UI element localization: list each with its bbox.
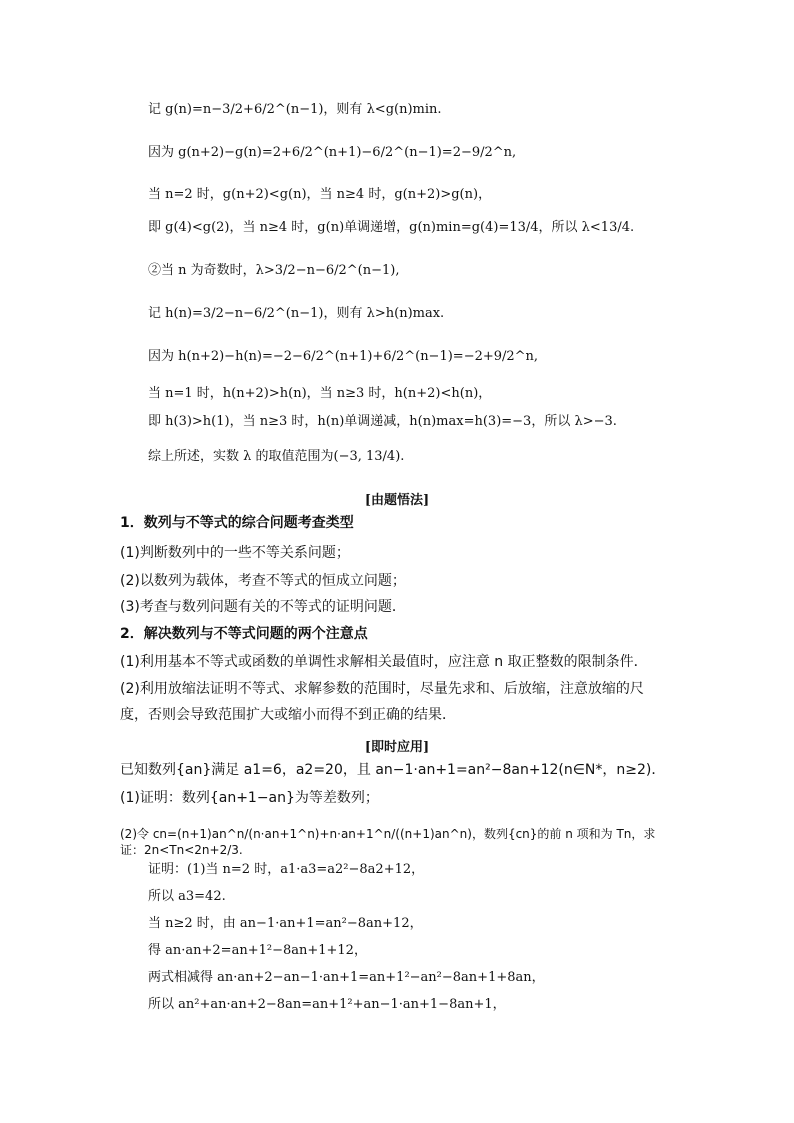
solution-line-2: 因为 g(n+2)−g(n)=2+6/2^(n+1)−6/2^(n−1)=2−9/2^n, — [148, 145, 517, 160]
method-item1-b: (2)以数列为载体，考查不等式的恒成立问题； — [120, 573, 406, 589]
apply-question-2: (2)令 cn=(n+1)an^n/(n·an+1^n)+n·an+1^n/((n+1)an^n)，数列{cn}的前 n 项和为 Tn，求证：2n<Tn<2n+2/3. — [120, 827, 656, 857]
method-heading: [由题悟法] — [364, 493, 430, 508]
apply-heading: [即时应用] — [364, 740, 430, 755]
proof-line-3: 当 n≥2 时，由 an−1·an+1=an²−8an+12， — [148, 916, 423, 931]
proof-line-4: 得 an·an+2=an+1²−8an+1+12， — [148, 943, 367, 958]
solution-line-5: ②当 n 为奇数时，λ>3/2−n−6/2^(n−1), — [148, 263, 400, 278]
proof-line-5: 两式相减得 an·an+2−an−1·an+1=an+1²−an²−8an+1+8an， — [148, 970, 545, 985]
method-item2-b-line2: 度，否则会导致范围扩大或缩小而得不到正确的结果． — [120, 707, 456, 723]
method-item1-a: (1)判断数列中的一些不等关系问题； — [120, 545, 350, 561]
method-item2-title: 2．解决数列与不等式问题的两个注意点 — [120, 626, 368, 642]
proof-line-1: 证明：(1)当 n=2 时，a1·a3=a2²−8a2+12， — [148, 862, 425, 877]
method-item2-b-line1: (2)利用放缩法证明不等式、求解参数的范围时，尽量先求和、后放缩，注意放缩的尺 — [120, 681, 644, 697]
method-item1-title: 1．数列与不等式的综合问题考查类型 — [120, 515, 354, 531]
solution-line-4: 即 g(4)<g(2)，当 n≥4 时，g(n)单调递增，g(n)min=g(4)=13/4，所以 λ<13/4. — [148, 220, 635, 235]
solution-line-6: 记 h(n)=3/2−n−6/2^(n−1)，则有 λ>h(n)max. — [148, 306, 445, 321]
proof-line-6: 所以 an²+an·an+2−8an=an+1²+an−1·an+1−8an+1， — [148, 997, 506, 1012]
solution-line-10: 综上所述，实数 λ 的取值范围为(−3, 13/4). — [148, 449, 405, 464]
method-item2-a: (1)利用基本不等式或函数的单调性求解相关最值时，应注意 n 取正整数的限制条件． — [120, 654, 648, 670]
proof-line-2: 所以 a3=42. — [148, 889, 226, 904]
solution-line-7: 因为 h(n+2)−h(n)=−2−6/2^(n+1)+6/2^(n−1)=−2+9/2^n, — [148, 349, 539, 364]
apply-problem: 已知数列{an}满足 a1=6，a2=20，且 an−1·an+1=an²−8an+12(n∈N*，n≥2)． — [120, 762, 666, 778]
solution-line-3: 当 n=2 时，g(n+2)<g(n)，当 n≥4 时，g(n+2)>g(n)， — [148, 187, 492, 202]
method-item1-c: (3)考查与数列问题有关的不等式的证明问题． — [120, 599, 406, 615]
solution-line-8: 当 n=1 时，h(n+2)>h(n)，当 n≥3 时，h(n+2)<h(n)， — [148, 386, 492, 401]
apply-question-1: (1)证明：数列{an+1−an}为等差数列； — [120, 790, 379, 806]
solution-line-9: 即 h(3)>h(1)，当 n≥3 时，h(n)单调递减，h(n)max=h(3)=−3，所以 λ>−3. — [148, 414, 617, 429]
solution-line-1: 记 g(n)=n−3/2+6/2^(n−1)，则有 λ<g(n)min. — [148, 102, 442, 117]
